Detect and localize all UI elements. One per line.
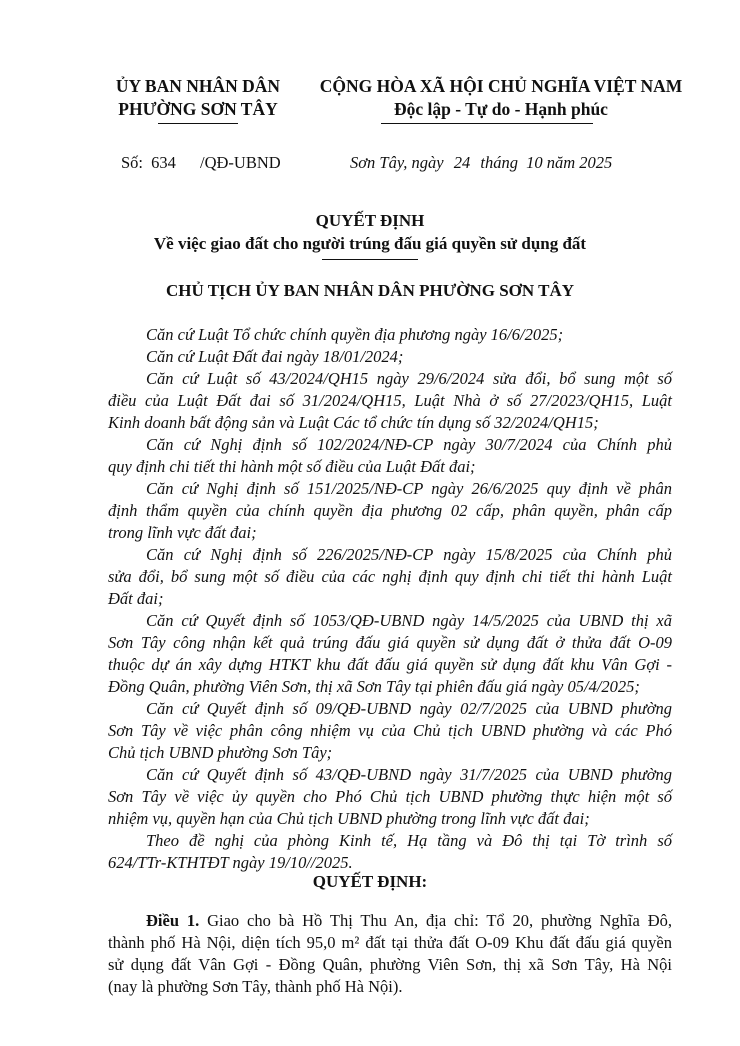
legal-basis-line: Đồng Quân, phường Viên Sơn, thị xã Sơn Tây tại phiên đấu giá ngày 05/4/2025; xyxy=(108,677,640,696)
document-subtitle: Về việc giao đất cho người trúng đấu giá quyền sử dụng đất xyxy=(153,234,587,253)
date-month-label: tháng xyxy=(480,153,518,172)
legal-basis-line: thuộc dự án xây dựng HTKT khu đất đấu giá quyền sử dụng đất khu Vân Gợi - xyxy=(108,655,672,674)
doc-number-value: 634 xyxy=(151,153,176,172)
article-line: (nay là phường Sơn Tây, thành phố Hà Nội). xyxy=(108,977,403,996)
legal-basis-line: định thẩm quyền của chính quyền địa phương 02 cấp, phân quyền, phân cấp xyxy=(108,501,672,520)
legal-basis-1 xyxy=(108,324,672,346)
legal-basis-5 xyxy=(108,478,672,544)
doc-number xyxy=(121,153,281,173)
legal-basis-2 xyxy=(108,346,672,368)
legal-basis-line: Căn cứ Nghị định số 102/2024/NĐ-CP ngày 30/7/2024 của Chính phủ xyxy=(146,435,672,454)
date-year: năm 2025 xyxy=(546,153,613,172)
legal-basis-line: quy định chi tiết thi hành một số điều của Luật Đất đai; xyxy=(108,457,476,476)
legal-basis-line: Kinh doanh bất động sản và Luật Các tổ chức tín dụng số 32/2024/QH15; xyxy=(108,413,599,432)
legal-basis-8 xyxy=(108,698,672,764)
decision-heading: QUYẾT ĐỊNH: xyxy=(312,872,428,891)
legal-basis-line: trong lĩnh vực đất đai; xyxy=(108,523,257,542)
motto-underline xyxy=(381,123,593,124)
national-title: CỘNG HÒA XÃ HỘI CHỦ NGHĨA VIỆT NAM xyxy=(319,76,683,96)
legal-basis-line: Căn cứ Quyết định số 43/QĐ-UBND ngày 31/7/2025 của UBND phường xyxy=(146,765,672,784)
legal-basis-9 xyxy=(108,764,672,830)
legal-basis-line: Theo đề nghị của phòng Kinh tế, Hạ tầng và Đô thị tại Tờ trình số xyxy=(146,831,672,850)
legal-basis-line: Căn cứ Luật số 43/2024/QH15 ngày 29/6/2024 sửa đổi, bổ sung một số xyxy=(146,369,672,388)
legal-basis-line: Sơn Tây công nhận kết quả trúng đấu giá quyền sử dụng đất ở thửa đất O-09 xyxy=(108,633,672,652)
subtitle-underline xyxy=(322,259,418,260)
legal-basis-line: sửa đổi, bổ sung một số điều của các nghị định quy định chi tiết thi hành Luật xyxy=(108,567,672,586)
date-day: 24 xyxy=(453,153,471,172)
doc-number-suffix: /QĐ-UBND xyxy=(200,153,281,172)
legal-basis-3 xyxy=(108,368,672,434)
date-month: 10 xyxy=(526,153,543,172)
article-line: sử dụng đất Vân Gợi - Đồng Quân, phường Viên Sơn, thị xã Sơn Tây, Hà Nội xyxy=(108,955,672,974)
legal-basis-line: Sơn Tây về việc phân công nhiệm vụ của Chủ tịch UBND phường và các Phó xyxy=(108,721,672,740)
legal-basis-line: Căn cứ Luật Tổ chức chính quyền địa phương ngày 16/6/2025; xyxy=(146,325,564,344)
article-line xyxy=(108,910,672,932)
legal-basis-line: Căn cứ Luật Đất đai ngày 18/01/2024; xyxy=(146,347,404,366)
legal-basis-10 xyxy=(108,830,672,874)
legal-basis-line: Căn cứ Nghị định số 151/2025/NĐ-CP ngày 26/6/2025 quy định về phân xyxy=(146,479,672,498)
legal-basis-line: Căn cứ Nghị định số 226/2025/NĐ-CP ngày 15/8/2025 của Chính phủ xyxy=(146,545,672,564)
national-motto: Độc lập - Tự do - Hạnh phúc xyxy=(394,99,608,119)
document-title: QUYẾT ĐỊNH xyxy=(315,211,425,230)
legal-basis-line: Căn cứ Quyết định số 09/QĐ-UBND ngày 02/7/2025 của UBND phường xyxy=(146,699,672,718)
article-line: thành phố Hà Nội, diện tích 95,0 m² đất tại thửa đất O-09 Khu đất đấu giá quyền xyxy=(108,933,672,952)
article-label: Điều 1. xyxy=(146,911,200,930)
issuer-name: ỦY BAN NHÂN DÂN xyxy=(115,76,281,96)
legal-basis-7 xyxy=(108,610,672,698)
legal-basis-4 xyxy=(108,434,672,478)
place-date-prefix: Sơn Tây, ngày xyxy=(350,153,444,172)
article-1 xyxy=(108,910,672,998)
issuer-ward: PHƯỜNG SƠN TÂY xyxy=(118,99,278,119)
article-text: Giao cho bà Hồ Thị Thu An, địa chỉ: Tổ 20, phường Nghĩa Đô, xyxy=(207,911,672,930)
legal-basis-line: Căn cứ Quyết định số 1053/QĐ-UBND ngày 14/5/2025 của UBND thị xã xyxy=(146,611,672,630)
legal-basis-line: điều của Luật Đất đai số 31/2024/QH15, Luật Nhà ở số 27/2023/QH15, Luật xyxy=(108,391,672,410)
place-date xyxy=(350,153,612,173)
legal-basis-6 xyxy=(108,544,672,610)
legal-basis-line: 624/TTr-KTHTĐT ngày 19/10//2025. xyxy=(108,853,353,872)
legal-basis-line: Sơn Tây về việc ủy quyền cho Phó Chủ tịch UBND phường thực hiện một số xyxy=(108,787,672,806)
legal-basis-line: Chủ tịch UBND phường Sơn Tây; xyxy=(108,743,333,762)
doc-number-label: Số: xyxy=(121,153,144,172)
legal-basis-line: Đất đai; xyxy=(108,589,164,608)
issuing-authority: CHỦ TỊCH ỦY BAN NHÂN DÂN PHƯỜNG SƠN TÂY xyxy=(165,281,575,300)
issuer-underline xyxy=(158,123,238,124)
legal-basis-line: nhiệm vụ, quyền hạn của Chủ tịch UBND phường trong lĩnh vực đất đai; xyxy=(108,809,590,828)
